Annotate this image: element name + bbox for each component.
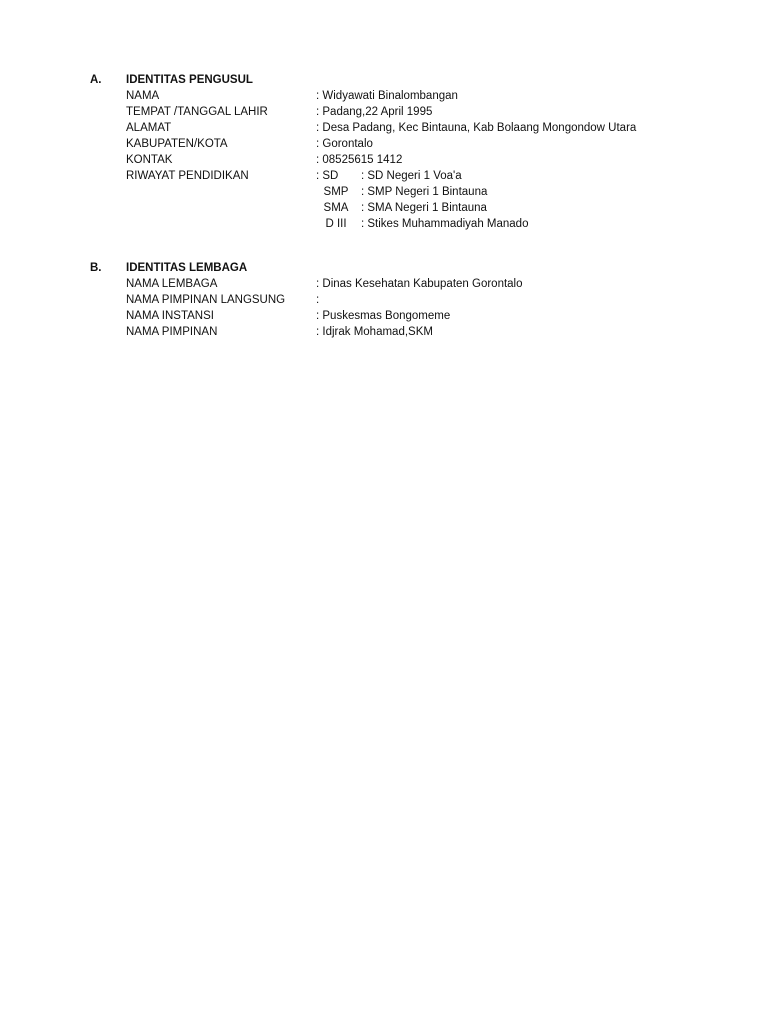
field-value: : Padang,22 April 1995 xyxy=(316,106,433,118)
section-heading xyxy=(0,72,768,88)
field-row-kabupaten xyxy=(0,136,768,152)
field-label: TEMPAT /TANGGAL LAHIR xyxy=(126,106,268,118)
education-school: : SMA Negeri 1 Bintauna xyxy=(361,202,487,214)
education-school: : SD Negeri 1 Voa'a xyxy=(361,170,462,182)
field-label: ALAMAT xyxy=(126,122,172,134)
section-title: IDENTITAS LEMBAGA xyxy=(126,262,248,274)
section-letter: A. xyxy=(90,74,102,86)
section-identitas-lembaga xyxy=(0,260,768,340)
section-identitas-pengusul xyxy=(0,72,768,232)
education-label: RIWAYAT PENDIDIKAN xyxy=(126,170,249,182)
field-label: NAMA INSTANSI xyxy=(126,310,214,322)
field-label: KABUPATEN/KOTA xyxy=(126,138,228,150)
field-value: : Gorontalo xyxy=(316,138,373,150)
field-value: : xyxy=(316,294,320,306)
field-row-nama-lembaga xyxy=(0,276,768,292)
field-value: : Desa Padang, Kec Bintauna, Kab Bolaang Mongondow Utara xyxy=(316,122,637,134)
field-label: KONTAK xyxy=(126,154,173,166)
field-row-nama xyxy=(0,88,768,104)
education-row-smp xyxy=(0,184,768,200)
section-heading xyxy=(0,260,768,276)
education-level: : SD xyxy=(316,170,339,182)
education-school: : Stikes Muhammadiyah Manado xyxy=(361,218,529,230)
education-row-sma xyxy=(0,200,768,216)
field-row-nama-instansi xyxy=(0,308,768,324)
field-value: : Widyawati Binalombangan xyxy=(316,90,458,102)
education-level: SMA xyxy=(323,202,349,214)
field-row-alamat xyxy=(0,120,768,136)
field-row-nama-pimpinan-langsung xyxy=(0,292,768,308)
education-row-sd xyxy=(0,168,768,184)
field-row-ttl xyxy=(0,104,768,120)
field-label: NAMA PIMPINAN xyxy=(126,326,218,338)
education-level: SMP xyxy=(323,186,349,198)
field-row-kontak xyxy=(0,152,768,168)
field-label: NAMA PIMPINAN LANGSUNG xyxy=(126,294,286,306)
field-value: : 08525615 1412 xyxy=(316,154,403,166)
education-row-d3 xyxy=(0,216,768,232)
field-value: : Dinas Kesehatan Kabupaten Gorontalo xyxy=(316,278,523,290)
section-letter: B. xyxy=(90,262,102,274)
section-title: IDENTITAS PENGUSUL xyxy=(126,74,253,86)
field-value: : Idjrak Mohamad,SKM xyxy=(316,326,433,338)
education-school: : SMP Negeri 1 Bintauna xyxy=(361,186,488,198)
field-label: NAMA LEMBAGA xyxy=(126,278,218,290)
field-value: : Puskesmas Bongomeme xyxy=(316,310,451,322)
education-level: D III xyxy=(325,218,347,230)
field-row-nama-pimpinan xyxy=(0,324,768,340)
field-label: NAMA xyxy=(126,90,160,102)
